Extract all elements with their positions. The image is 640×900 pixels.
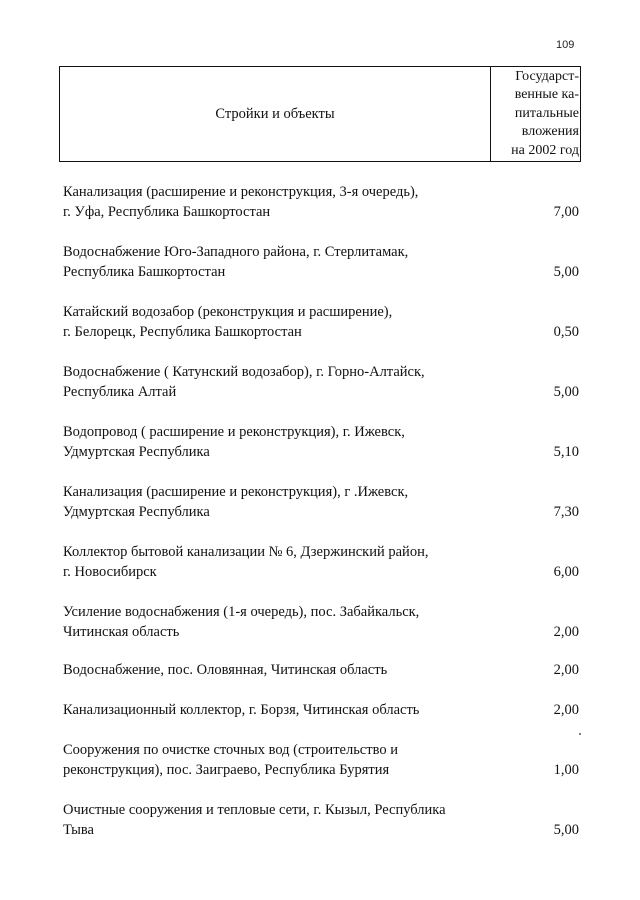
investment-value: 7,30: [553, 504, 579, 520]
table-row: [63, 740, 579, 780]
object-name: [63, 482, 503, 522]
object-name-line: Тыва: [63, 822, 94, 838]
object-name-line: г. Новосибирск: [63, 564, 157, 580]
header-investments-line: венные ка-: [514, 87, 579, 103]
table-row: [63, 422, 579, 462]
object-name-line: Усиление водоснабжения (1-я очередь), пос. Забайкальск,: [63, 604, 420, 620]
investment-value: 1,00: [553, 762, 579, 778]
object-name: [63, 542, 503, 582]
object-name-line: Канализация (расширение и реконструкция), г .Ижевск,: [63, 484, 409, 500]
object-name-line: Коллектор бытовой канализации № 6, Дзержинский район,: [63, 544, 429, 560]
object-name-line: Канализация (расширение и реконструкция, 3-я очередь),: [63, 184, 419, 200]
header-investments-line: вложения: [521, 124, 579, 140]
object-name-line: Водоснабжение ( Катунский водозабор), г. Горно-Алтайск,: [63, 364, 425, 380]
object-name: [63, 422, 503, 462]
object-name-line: Водопровод ( расширение и реконструкция), г. Ижевск,: [63, 424, 405, 440]
investment-value: 7,00: [553, 204, 579, 220]
table-row: [63, 602, 579, 642]
object-name-line: Водоснабжение Юго-Западного района, г. Стерлитамак,: [63, 244, 409, 260]
header-investments-line: на 2002 год: [511, 142, 579, 158]
object-name: [63, 182, 503, 222]
object-name-line: Удмуртская Республика: [63, 504, 210, 520]
object-name-line: г. Уфа, Республика Башкортостан: [63, 204, 271, 220]
table-row: [63, 700, 579, 720]
object-name: [63, 362, 503, 402]
investment-value: 6,00: [553, 564, 579, 580]
page-number: 109: [556, 39, 575, 51]
header-investments-line: Государст-: [515, 68, 579, 84]
object-name-line: Канализационный коллектор, г. Борзя, Читинская область: [63, 702, 420, 718]
table-row: [63, 182, 579, 222]
table-row: [63, 302, 579, 342]
table-row: [63, 660, 579, 680]
investment-value: 2,00: [553, 662, 579, 678]
object-name-line: Республика Алтай: [63, 384, 177, 400]
table-row: [63, 242, 579, 282]
table-row: [63, 482, 579, 522]
investment-value: 5,00: [553, 384, 579, 400]
object-name: [63, 700, 503, 720]
table-row: [63, 362, 579, 402]
object-name-line: Катайский водозабор (реконструкция и расширение),: [63, 304, 393, 320]
investment-value: 5,10: [553, 444, 579, 460]
investment-value: 2,00: [553, 702, 579, 718]
object-name: [63, 602, 503, 642]
header-investments-line: питальные: [514, 105, 579, 121]
object-name: [63, 740, 503, 780]
table-row: [63, 542, 579, 582]
header-objects-label: Стройки и объекты: [215, 105, 335, 122]
object-name-line: Водоснабжение, пос. Оловянная, Читинская область: [63, 662, 388, 678]
object-name-line: Удмуртская Республика: [63, 444, 210, 460]
object-name: [63, 302, 503, 342]
object-name-line: Сооружения по очистке сточных вод (строительство и: [63, 742, 398, 758]
object-name-line: Читинская область: [63, 624, 180, 640]
object-name-line: Республика Башкортостан: [63, 264, 226, 280]
object-name: [63, 800, 503, 840]
investment-value: 5,00: [553, 264, 579, 280]
investment-value: 0,50: [553, 324, 579, 340]
investment-value: 5,00: [553, 822, 579, 838]
object-name: [63, 242, 503, 282]
object-name: [63, 660, 503, 680]
table-row: [63, 800, 579, 840]
scan-speck: [579, 733, 581, 735]
object-name-line: Очистные сооружения и тепловые сети, г. Кызыл, Республика: [63, 802, 446, 818]
object-name-line: г. Белорецк, Республика Башкортостан: [63, 324, 302, 340]
object-name-line: реконструкция), пос. Заиграево, Республика Бурятия: [63, 762, 390, 778]
investment-value: 2,00: [553, 624, 579, 640]
